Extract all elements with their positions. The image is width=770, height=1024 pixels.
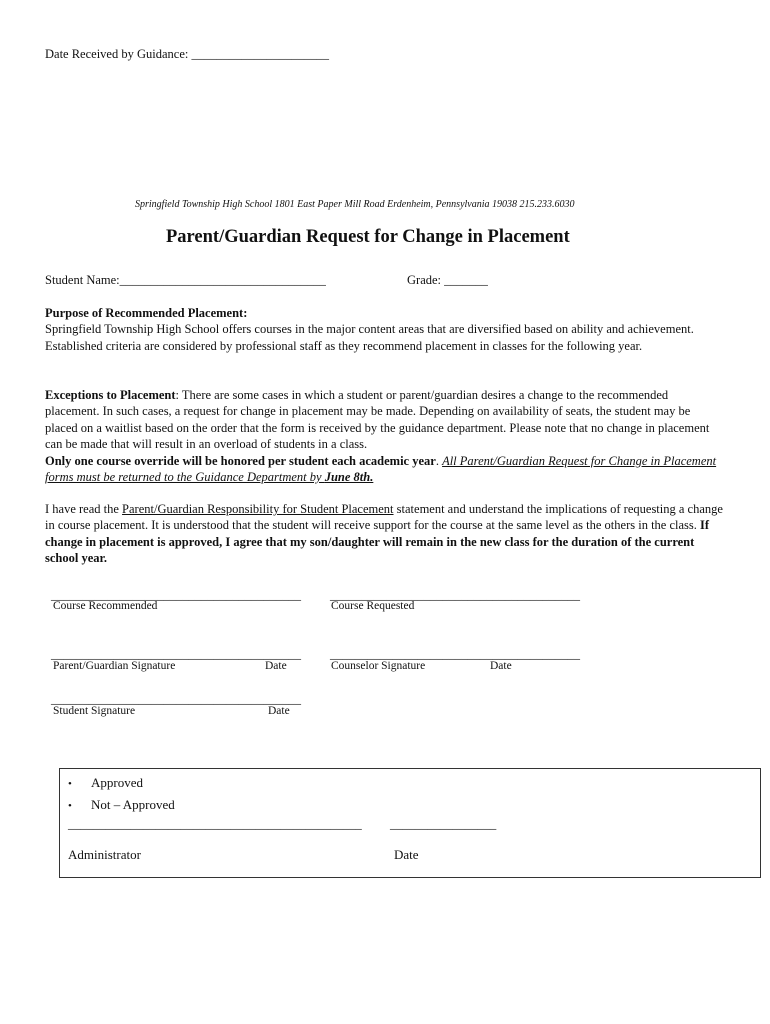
student-signature-label: Student Signature (53, 705, 136, 717)
counselor-signature-line[interactable]: ________________________________________ (330, 647, 580, 661)
student-date-label: Date (268, 705, 290, 717)
bullet-icon: • (68, 778, 72, 790)
administrator-signature-line[interactable]: _______________________________________________ (68, 817, 362, 831)
deadline-date: June 8th. (324, 470, 374, 485)
purpose-body: Springfield Township High School offers courses in the major content areas that are diversified based on ability and achievement. Established criteria are considered by professional staff as they recommend placement in classes for the following year. (45, 322, 694, 353)
purpose-section (45, 305, 725, 354)
agreement-bold: If change in placement is approved, I agree that my son/daughter will remain in the new class for the duration of the current school year. (45, 518, 710, 566)
agreement-prefix: I have read the (45, 502, 123, 516)
agreement-middle: statement and understand the implications of requesting a change in course placement. It is understood that the student will receive support for the course at the same level as the others in the class. (45, 502, 723, 533)
administrator-date-label: Date (394, 847, 419, 862)
not-approved-option[interactable] (60, 797, 175, 813)
override-period: . (435, 453, 443, 468)
parent-signature-label: Parent/Guardian Signature (53, 660, 176, 672)
administrator-approval-box (59, 768, 761, 878)
not-approved-label: Not – Approved (91, 797, 175, 812)
student-signature-line[interactable]: ________________________________________ (51, 692, 301, 706)
administrator-date-line[interactable]: _________________ (390, 817, 497, 831)
course-recommended-label: Course Recommended (53, 600, 158, 612)
approved-label: Approved (91, 775, 143, 790)
parent-signature-line[interactable]: ________________________________________ (51, 647, 301, 661)
bullet-icon: • (68, 800, 72, 812)
counselor-signature-label: Counselor Signature (331, 660, 426, 672)
counselor-date-label: Date (490, 660, 512, 672)
student-name-field: Student Name:_________________________________ (45, 273, 326, 287)
responsibility-statement-link[interactable]: Parent/Guardian Responsibility for Student Placement (122, 502, 394, 516)
parent-date-label: Date (265, 660, 287, 672)
purpose-heading: Purpose of Recommended Placement: (45, 306, 248, 320)
administrator-label: Administrator (68, 847, 141, 862)
course-recommended-line[interactable]: ________________________________________ (51, 588, 301, 602)
return-notice: All Parent/Guardian Request for Change in Placement forms must be returned to the Guidance Department by (45, 453, 717, 485)
course-requested-label: Course Requested (331, 600, 415, 612)
exceptions-body: : There are some cases in which a student or parent/guardian desires a change to the recommended placement. In such cases, a request for change in placement may be made. Depending on availability of seats, the student may be placed on a waitlist based on the order that the form is received by the guidance department. Please note that no change in placement can be made that will result in an overload of students in a class. (45, 388, 710, 452)
approved-option[interactable] (60, 775, 143, 791)
school-address-line: Springfield Township High School 1801 East Paper Mill Road Erdenheim, Pennsylvania 19038 215.233.6030 (135, 199, 575, 210)
override-notice: Only one course override will be honored per student each academic year (45, 453, 436, 468)
date-received-by-guidance: Date Received by Guidance: ______________________ (45, 47, 329, 61)
exceptions-heading: Exceptions to Placement (45, 388, 176, 402)
exceptions-section (45, 387, 725, 485)
course-requested-line[interactable]: ________________________________________ (330, 588, 580, 602)
agreement-section (45, 501, 725, 567)
page-title: Parent/Guardian Request for Change in Placement (166, 227, 570, 247)
grade-field: Grade: _______ (407, 273, 488, 287)
